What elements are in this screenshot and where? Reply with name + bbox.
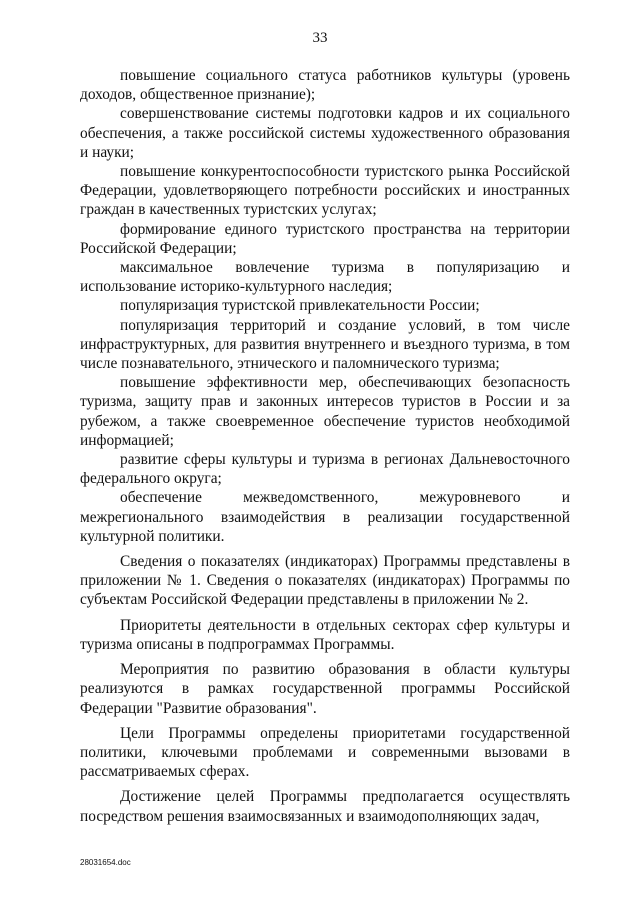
paragraph-9: развитие сферы культуры и туризма в регионах Дальневосточного федерального округа;	[80, 451, 570, 488]
paragraph-1: повышение социального статуса работников культуры (уровень доходов, общественное признание);	[80, 67, 570, 104]
paragraph-2: совершенствование системы подготовки кадров и их социального обеспечения, а также российской системы художественного образования и науки;	[80, 105, 570, 161]
paragraph-12: Приоритеты деятельности в отдельных секторах сфер культуры и туризма описаны в подпрограммах Программы.	[80, 616, 570, 653]
paragraph-10: обеспечение межведомственного, межуровневого и межрегионального взаимодействия в реализации государственной культурной политики.	[80, 489, 570, 545]
paragraph-7: популяризация территорий и создание условий, в том числе инфраструктурных, для развития внутреннего и въездного туризма, в том числе познавательного, этнического и паломнического туризма;	[80, 316, 570, 373]
paragraph-14: Цели Программы определены приоритетами государственной политики, ключевыми проблемами и современными вызовами в рассматриваемых сферах.	[80, 724, 570, 781]
paragraph-6: популяризация туристской привлекательности России;	[120, 297, 480, 315]
paragraph-11: Сведения о показателях (индикаторах) Программы представлены в приложении № 1. Сведения о показателях (индикаторах) Программы по субъектам Российской Федерации представлены в приложении № 2.	[80, 553, 570, 609]
paragraph-13: Мероприятия по развитию образования в области культуры реализуются в рамках государственной программы Российской Федерации "Развитие образования".	[80, 661, 570, 717]
paragraph-5: максимальное вовлечение туризма в популяризацию и использование историко-культурного наследия;	[80, 259, 570, 296]
paragraph-4: формирование единого туристского пространства на территории Российской Федерации;	[80, 220, 570, 257]
file-name-footer: 28031654.doc	[80, 858, 131, 867]
paragraph-8: повышение эффективности мер, обеспечивающих безопасность туризма, защиту прав и законных интересов туристов в России и за рубежом, а также своевременное обеспечение туристов необходимой информацией;	[80, 374, 570, 449]
paragraph-3: повышение конкурентоспособности туристского рынка Российской Федерации, удовлетворяющего потребности российских и иностранных граждан в качественных туристских услугах;	[80, 163, 570, 219]
page-number: 33	[312, 30, 328, 46]
document-body	[80, 66, 570, 826]
paragraph-15: Достижение целей Программы предполагается осуществлять посредством решения взаимосвязанных и взаимодополняющих задач,	[80, 788, 570, 825]
